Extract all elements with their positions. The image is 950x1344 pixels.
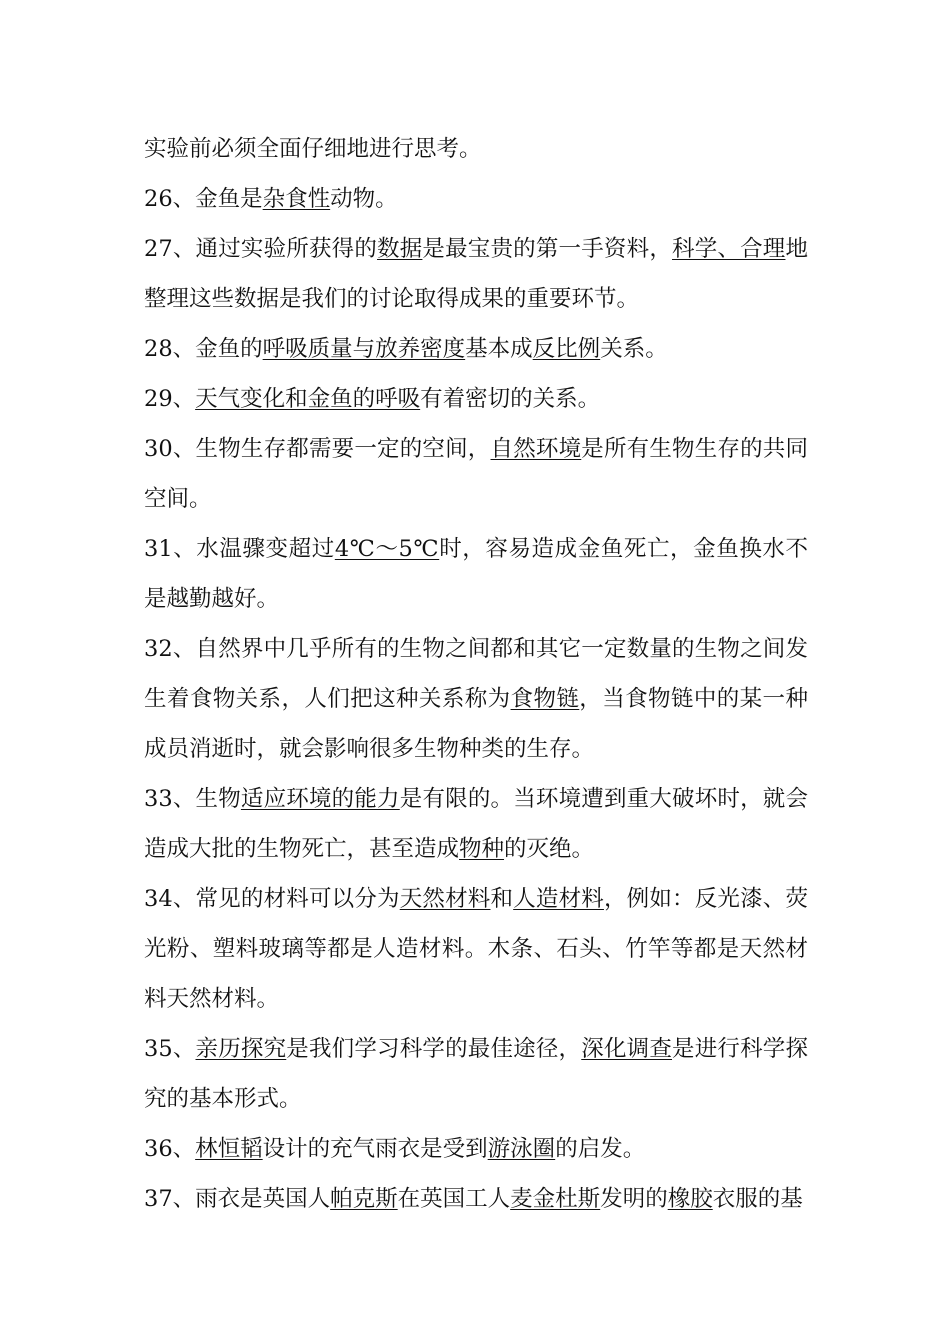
underlined-answer: 天气变化和金鱼的呼吸 bbox=[195, 386, 421, 412]
item-33 bbox=[144, 774, 808, 874]
text-run: 37、雨衣是英国人 bbox=[144, 1186, 331, 1212]
underlined-answer: 天然材料 bbox=[399, 886, 491, 912]
underlined-answer: 自然环境 bbox=[490, 436, 582, 462]
item-29 bbox=[144, 374, 808, 424]
document-page bbox=[144, 124, 808, 1224]
text-run: 是所有生物生存的共同空间。 bbox=[144, 436, 808, 512]
text-run: 32、自然界中几乎所有的生物之间都和其它一定数量的生物之间发生着食物关系，人们把这种关系称为 bbox=[144, 636, 808, 712]
text-run: 35、 bbox=[144, 1036, 196, 1062]
underlined-answer: 科学、合理 bbox=[672, 236, 786, 262]
text-run: 和 bbox=[490, 886, 514, 912]
underlined-answer: 4℃～5℃ bbox=[334, 536, 440, 562]
text-run: 34、常见的材料可以分为 bbox=[144, 886, 400, 912]
text-run: 30、生物生存都需要一定的空间， bbox=[144, 436, 491, 462]
text-run: 26、金鱼是 bbox=[144, 186, 263, 212]
underlined-answer: 麦金杜斯 bbox=[510, 1186, 601, 1212]
underlined-answer: 反比例 bbox=[532, 336, 601, 362]
text-run: 设计的充气雨衣是受到 bbox=[262, 1136, 488, 1162]
text-run: 的灭绝。 bbox=[504, 836, 595, 862]
item-35 bbox=[144, 1024, 808, 1124]
underlined-answer: 帕克斯 bbox=[330, 1186, 398, 1212]
text-run: 在英国工人 bbox=[397, 1186, 511, 1212]
text-run: 是我们学习科学的最佳途径， bbox=[286, 1036, 582, 1062]
underlined-answer: 深化调查 bbox=[581, 1036, 673, 1062]
text-run: 27、通过实验所获得的 bbox=[144, 236, 378, 262]
item-27 bbox=[144, 224, 808, 324]
text-run: 是最宝贵的第一手资料， bbox=[422, 236, 673, 262]
underlined-answer: 食物链 bbox=[510, 686, 580, 712]
text-run: 29、 bbox=[144, 386, 196, 412]
text-run: 的启发。 bbox=[555, 1136, 646, 1162]
text-run: 是有限的。当环境遭到重大破坏时，就会造成大批的生物死亡，甚至造成 bbox=[144, 786, 808, 862]
item-34 bbox=[144, 874, 808, 1024]
text-run: 36、 bbox=[144, 1136, 196, 1162]
text-run: 时，容易造成金鱼死亡，金鱼换水不是越勤越好。 bbox=[144, 536, 808, 612]
item-32 bbox=[144, 624, 808, 774]
text-run: 基本成 bbox=[465, 336, 533, 362]
underlined-answer: 橡胶 bbox=[667, 1186, 713, 1212]
text-run: 有着密切的关系。 bbox=[420, 386, 601, 412]
underlined-answer: 林恒韬 bbox=[195, 1136, 263, 1162]
text-run: 33、生物 bbox=[144, 786, 241, 812]
item-36 bbox=[144, 1124, 808, 1174]
item-30 bbox=[144, 424, 808, 524]
paragraph-continuation bbox=[144, 124, 808, 174]
text-run: ，例如：反光漆、荧光粉、塑料玻璃等都是人造材料。木条、石头、竹竿等都是天然材料天然材料。 bbox=[144, 886, 808, 1012]
item-31 bbox=[144, 524, 808, 624]
underlined-answer: 适应环境的能力 bbox=[240, 786, 400, 812]
text-run: 发明的 bbox=[600, 1186, 668, 1212]
text-run: 31、水温骤变超过 bbox=[144, 536, 335, 562]
text-run: 是进行科学探究的基本形式。 bbox=[144, 1036, 808, 1112]
underlined-answer: 杂食性 bbox=[262, 186, 331, 212]
item-37 bbox=[144, 1174, 808, 1224]
text-run: 28、金鱼的 bbox=[144, 336, 263, 362]
text-run: 衣服的基 bbox=[712, 1186, 803, 1212]
underlined-answer: 物种 bbox=[459, 836, 505, 862]
underlined-answer: 人造材料 bbox=[513, 886, 604, 912]
item-28 bbox=[144, 324, 808, 374]
item-26 bbox=[144, 174, 808, 224]
text-run: 动物。 bbox=[330, 186, 398, 212]
underlined-answer: 游泳圈 bbox=[487, 1136, 556, 1162]
underlined-answer: 数据 bbox=[377, 236, 423, 262]
text-run: 地整理这些数据是我们的讨论取得成果的重要环节。 bbox=[144, 236, 808, 312]
text-run: 关系。 bbox=[600, 336, 668, 362]
text-run: ，当食物链中的某一种成员消逝时，就会影响很多生物种类的生存。 bbox=[144, 686, 808, 762]
underlined-answer: 亲历探究 bbox=[195, 1036, 287, 1062]
underlined-answer: 呼吸质量与放养密度 bbox=[262, 336, 466, 362]
text-run: 实验前必须全面仔细地进行思考。 bbox=[144, 136, 482, 162]
